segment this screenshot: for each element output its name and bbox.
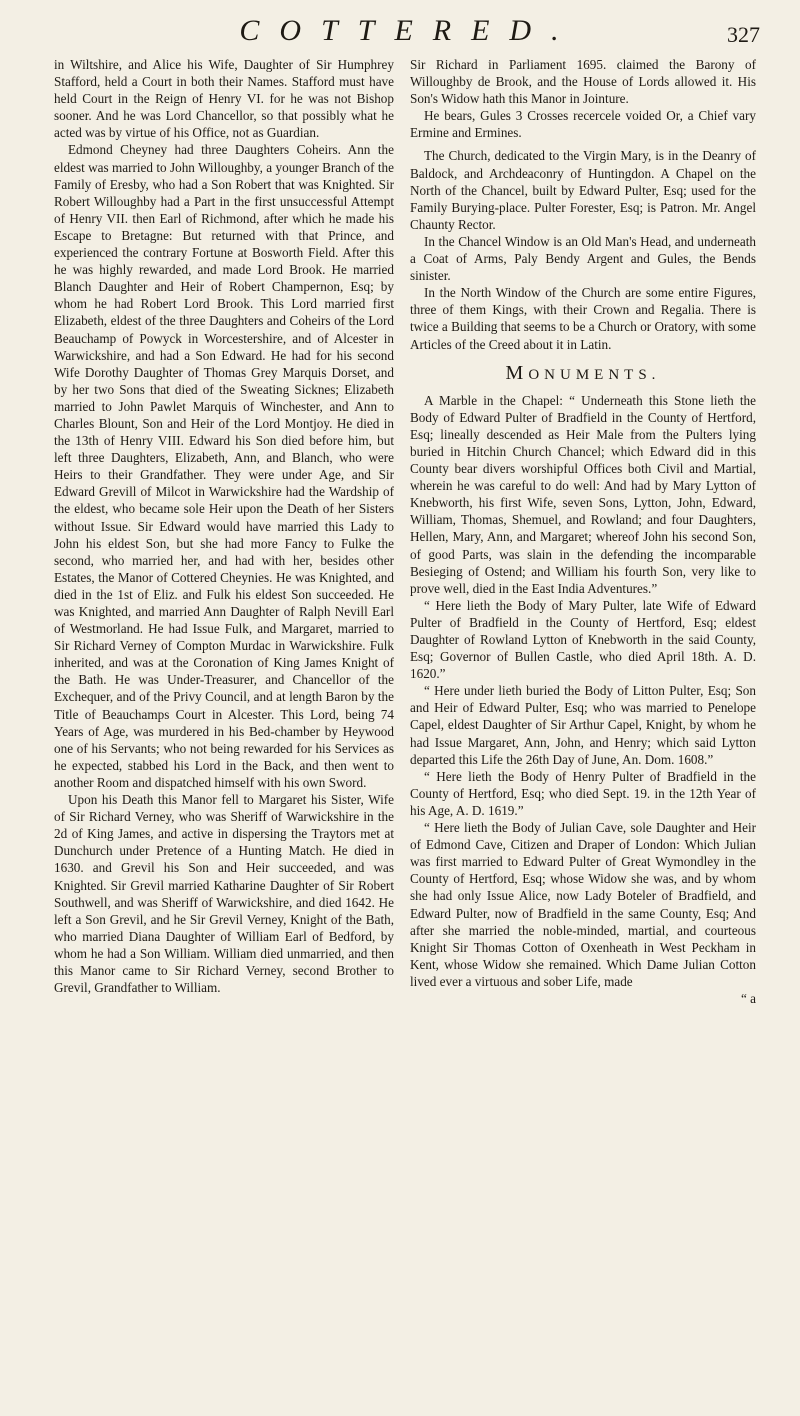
paragraph: In the North Window of the Church are some entire Figures, three of them Kings, with their Crown and Regalia. There is twice a Building that seems to be a Church or Oratory, with some Articles of the Creed about it in Latin.	[410, 285, 756, 352]
page-header	[0, 14, 800, 54]
paragraph: Edmond Cheyney had three Daughters Coheirs. Ann the eldest was married to John Willoughby, a younger Branch of the Family of Eresby, who had a Son Robert that was Knighted. Sir Robert Willoughby had a Part in the first unsuccessful Attempt of Henry VII. then Earl of Richmond, after which he made his Escape to Bretagne: But returned with that Prince, and experienced the contrary Fortune at Bosworth Field. After this he was highly rewarded, and made Lord Brook. He married Blanch Daughter and Heir of Robert Champernon, Esq; by whom he had Robert Lord Brook. This Lord married first Elizabeth, eldest of the three Daughters and Coheirs of the Lord Beauchamp of Powyck in Worcestershire, and of Alcester in Warwickshire, and had a Son Edward. He had for his second Wife Dorothy Daughter of Thomas Grey Marquis Dorset, and by her two Sons that died of the Sweating Sicknes; Elizabeth married to John Pawlet Marquis of Winchester, and Ann to Charles Blount, Son and Heir of the Lord Montjoy. He died in the 13th of Henry VIII. Edward his Son died before him, but left three Daughters, Elizabeth, Ann, and Blanch, who were Heirs to their Grandfather. They were under Age, and Sir Edward Grevill of Milcot in Warwickshire had the Wardship of the eldest, who became sole Heir upon the Death of her Sisters without Issue. Sir Edward would have married this Lady to John his eldest Son, but she had more Fancy to Fulke the second, who married her, and had with her, besides other Estates, the Manor of Cottered Cheynies. He was Knighted, and died in the 1st of Eliz. and Fulk his eldest Son succeeded. He was Knighted, and married Ann Daughter of Ralph Nevill Earl of Westmorland. He had Issue Fulk, and Margaret, married to Sir Richard Verney of Compton Murdac in Warwickshire. Fulk inherited, and was at the Coronation of King James Knight of the Bath. He was Under-Treasurer, and Chancellor of the Exchequer, and of the Privy Council, and at length Baron by the Title of Beauchamps Court in Alcester. This Lord, being 74 Years of Age, was murdered in his Bed-chamber by Heywood one of his Servants; who not being rewarded for his Services as he expected, stabbed his Lord in the Back, and then went to another Room and dispatched himself with his own Sword.	[54, 142, 394, 790]
paragraph: He bears, Gules 3 Crosses recercele voided Or, a Chief vary Ermine and Ermines.	[410, 108, 756, 141]
paragraph: Sir Richard in Parliament 1695. claimed the Barony of Willoughby de Brook, and the House of Lords allowed it. His Son's Widow hath this Manor in Jointure.	[410, 57, 756, 107]
catchword: “ a	[740, 990, 756, 1006]
monument-inscription: “ Here under lieth buried the Body of Litton Pulter, Esq; Son and Heir of Edward Pulter, Esq; who was married to Penelope Capel, eldest Daughter of Sir Arthur Capel, Knight, by whom he had Issue Margaret, Ann, John, and Henry; which said Lytton departed this Life the 26th Day of June, An. Dom. 1608.”	[410, 683, 756, 767]
paragraph: in Wiltshire, and Alice his Wife, Daughter of Sir Humphrey Stafford, held a Court in both their Names. Stafford must have held Court in the Reign of Henry VI. for he was not Bishop sooner. And he was Lord Chancellor, so that possibly what he acted was by virtue of his Office, not as Guardian.	[54, 57, 394, 141]
page-number: 327	[727, 22, 760, 47]
monument-inscription: “ Here lieth the Body of Julian Cave, sole Daughter and Heir of Edmond Cave, Citizen and Draper of London: Which Julian was first married to Edward Pulter of Great Wymondley in the County of Hertford, Esq; whose Widow she was, and by whom she had only Issue Alice, now Lady Boteler of Bradfield, and Edward Pulter, now of Bradfield in the same County, Esq; And after she married the noble-minded, martial, and courteous Knight Sir Thomas Cotton of Oxenheath in West Peckham in Kent, whose Widow she remained. Which Dame Julian Cotton lived ever a virtuous and sober Life, made	[410, 820, 756, 989]
paragraph: In the Chancel Window is an Old Man's Head, and underneath a Coat of Arms, Paly Bendy Argent and Gules, the Bends sinister.	[410, 233, 756, 284]
monument-inscription: A Marble in the Chapel: “ Underneath this Stone lieth the Body of Edward Pulter of Bradfield in the County of Hertford, Esq; lineally descended as Heir Male from the Pulters lying buried in Hitchin Church Chancel; which Edward did in this County bear divers worshipful Offices both Civil and Martial, wherein he was careful to do well: And had by Mary Lytton of Knebworth, his first Wife, seven Sons, Lytton, John, Edward, William, Thomas, Shemuel, and Rowland; and four Daughters, Hellen, Mary, Ann, and Margaret; whereof John his second Son, of good Parts, was slain in the defending the incomparable Besieging of Ostend; and William his fourth Son, very like to prove well, died in the East India Adventures.”	[410, 392, 756, 596]
paragraph: Upon his Death this Manor fell to Margaret his Sister, Wife of Sir Richard Verney, who was Sheriff of Warwickshire in the 2d of King James, and active in dispersing the Traytors met at Dunchurch under Pretence of a Hunting Match. He died in 1630. and Grevil his Son and Heir succeeded, and was Knighted. Sir Grevil married Katharine Daughter of Sir Robert Southwell, and was Sheriff of Warwickshire, and died 1642. He left a Son Grevil, and he Sir Grevil Verney, Knight of the Bath, who married Diana Daughter of William Earl of Bedford, by whom he had a Son William. William died unmarried, and then this Manor came to Sir Richard Verney, second Brother to Grevil, Grandfather to William.	[54, 792, 394, 996]
right-column	[410, 56, 756, 1007]
monument-inscription: “ Here lieth the Body of Henry Pulter of Bradfield in the County of Hertford, Esq; who died Sept. 19. in the 12th Year of his Age, A. D. 1619.”	[410, 768, 756, 818]
left-column	[54, 56, 394, 996]
monument-inscription: “ Here lieth the Body of Mary Pulter, late Wife of Edward Pulter of Bradfield in the County of Hertford, Esq; eldest Daughter of Rowland Lytton of Knebworth in the said County, Esq; Governor of Bullen Castle, who died April 18th. A. D. 1620.”	[410, 597, 756, 682]
section-heading-monuments	[410, 361, 756, 384]
paragraph: The Church, dedicated to the Virgin Mary, is in the Deanry of Baldock, and Archdeaconry of Huntingdon. A Chapel on the North of the Chancel, built by Edward Pulter, Esq; used for the Family Burying-place. Pulter Forester, Esq; is Patron. Mr. Angel Chaunty Rector.	[410, 148, 756, 232]
running-title: COTTERED.	[239, 14, 579, 47]
section-heading-rest: ONUMENTS.	[528, 366, 661, 383]
section-heading-initial: M	[505, 361, 529, 384]
